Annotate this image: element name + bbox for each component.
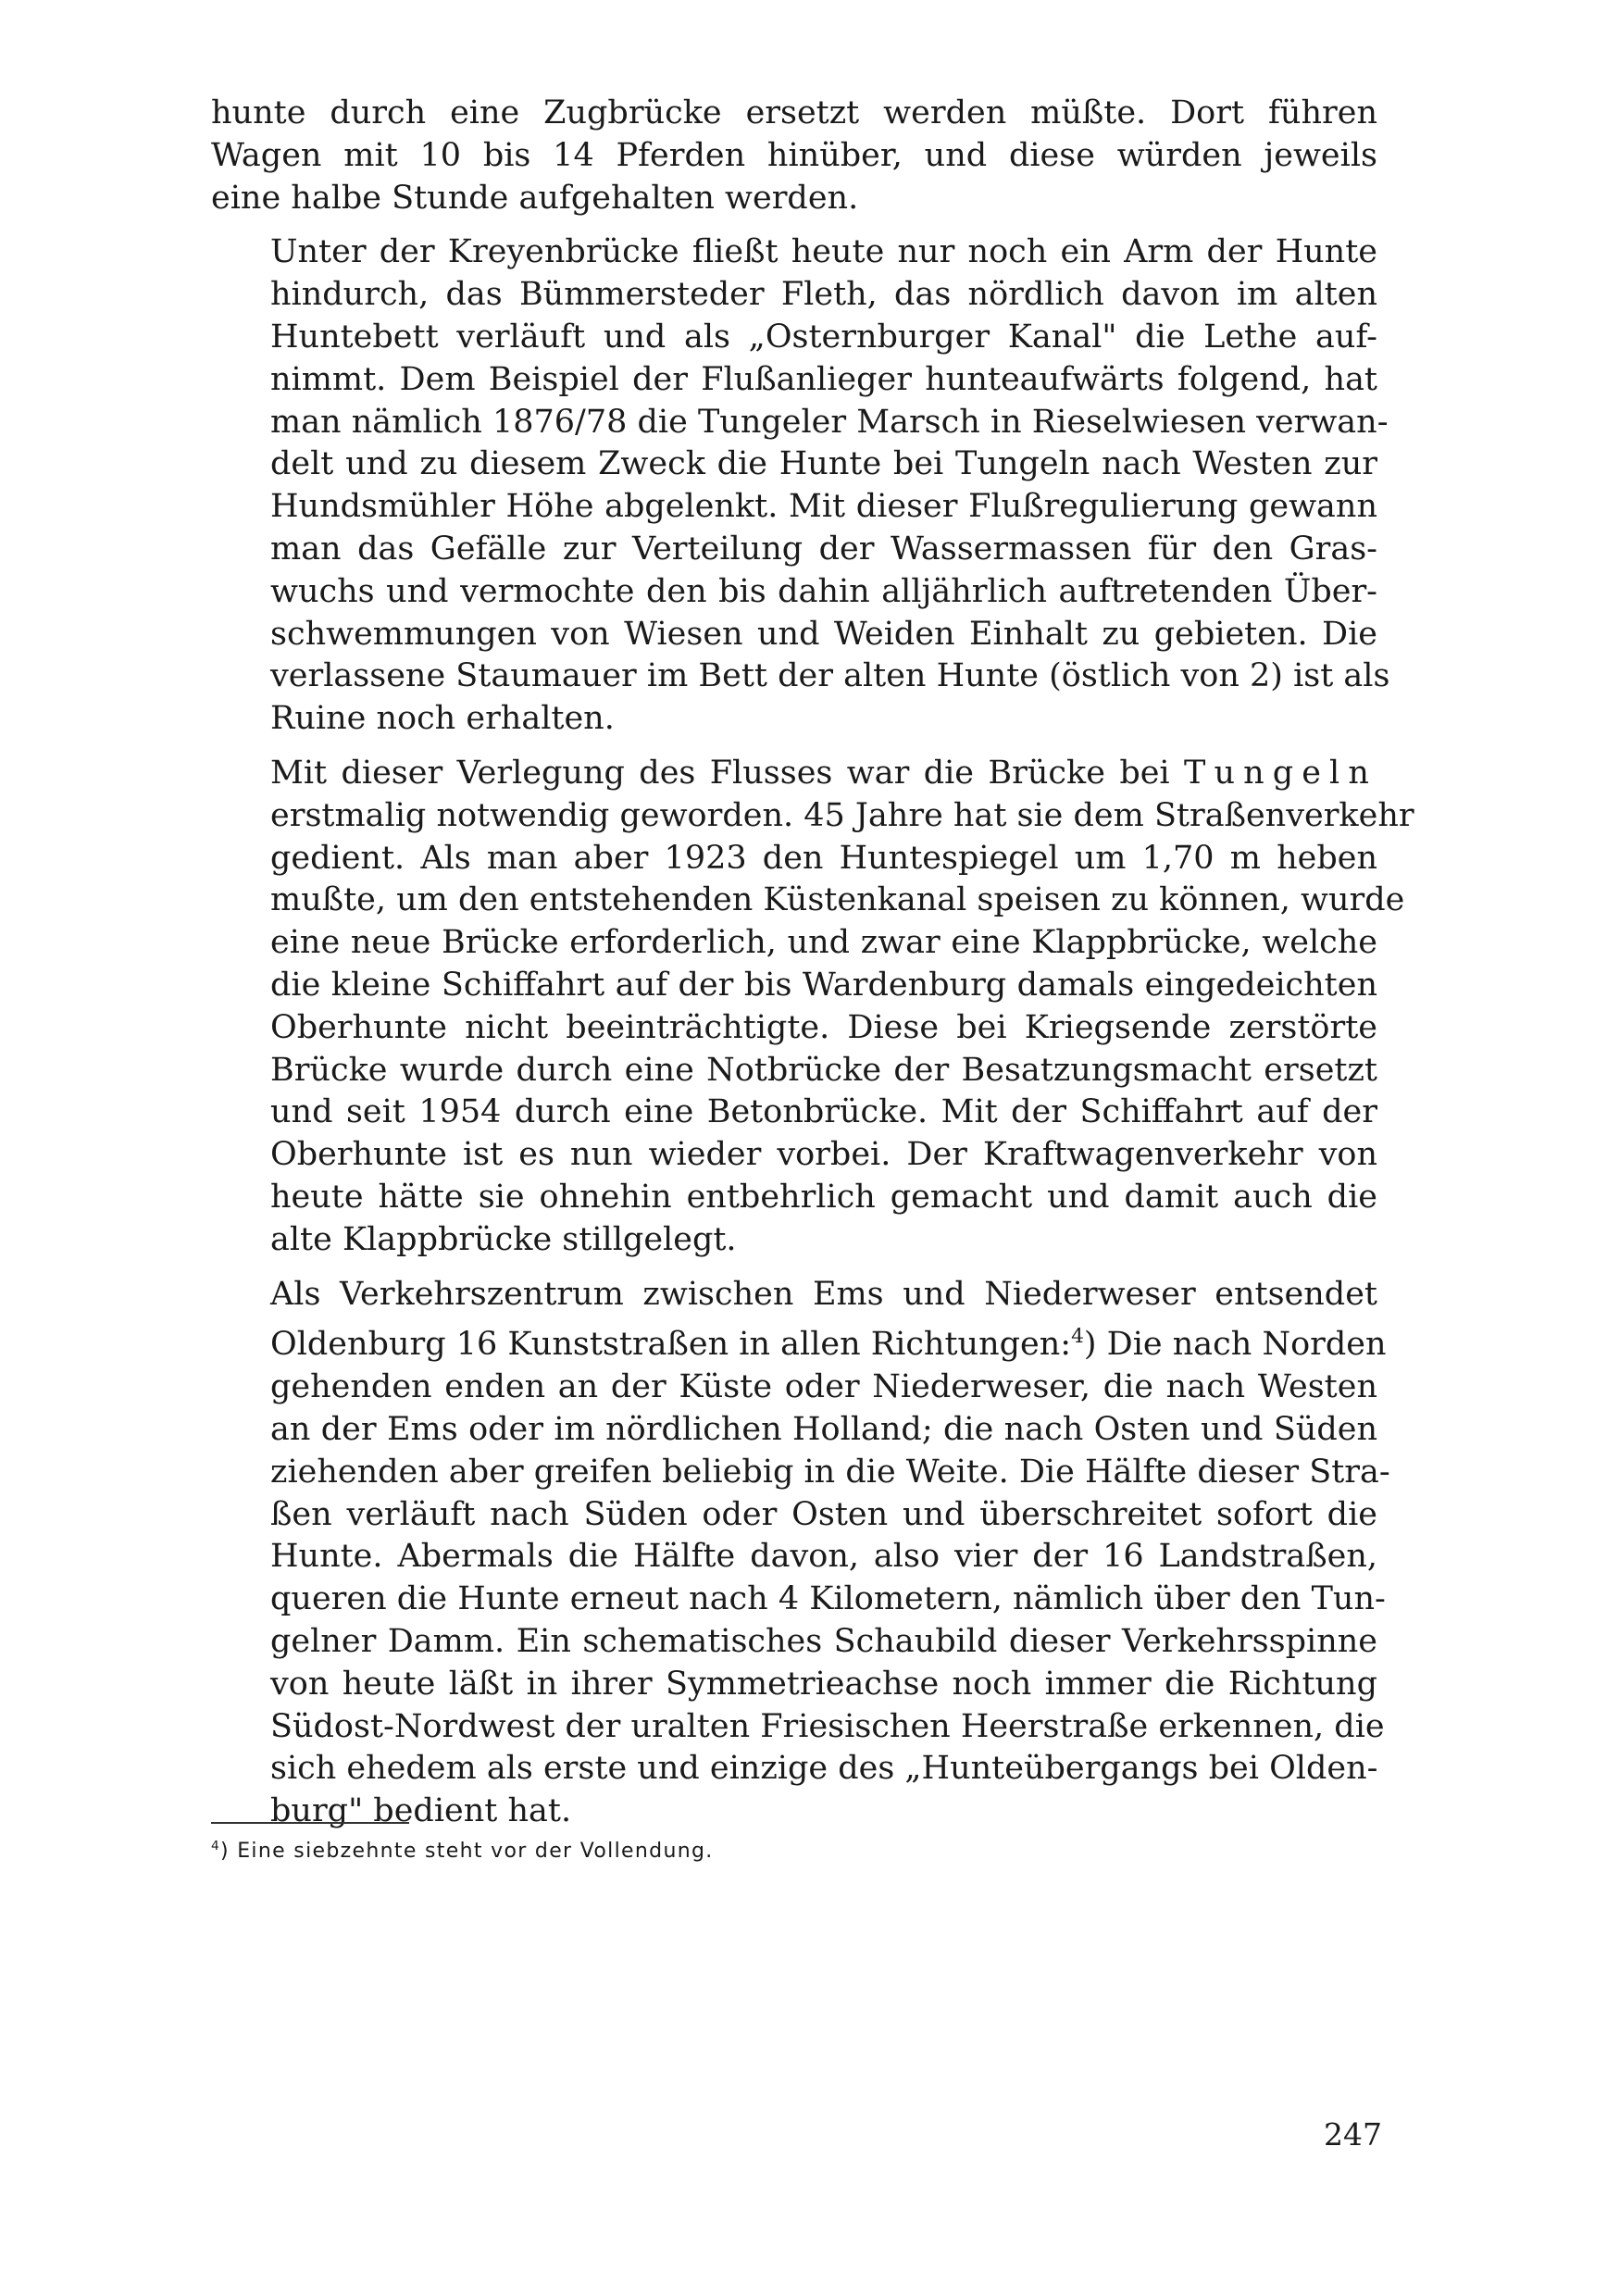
text-line: Ruine noch erhalten. bbox=[270, 700, 615, 738]
text-line: wuchs und vermochte den bis dahin alljährlich auftretenden Über- bbox=[270, 572, 1377, 610]
text-line: eine halbe Stunde aufgehalten werden. bbox=[211, 179, 859, 217]
text-line: heute hätte sie ohnehin entbehrlich gemacht und damit auch die bbox=[270, 1178, 1377, 1216]
footnote bbox=[211, 1839, 1377, 1863]
text-line bbox=[211, 753, 1377, 795]
paragraph-3 bbox=[211, 753, 1414, 1262]
text-line: hindurch, das Bümmersteder Fleth, das nördlich davon im alten bbox=[270, 276, 1377, 314]
text-line: gelner Damm. Ein schematisches Schaubild dieser Verkehrsspinne bbox=[270, 1622, 1377, 1660]
text-line: alte Klappbrücke stillgelegt. bbox=[270, 1220, 737, 1258]
spaced-word-tungeln: Tungeln bbox=[1184, 754, 1377, 792]
text-line: Südost-Nordwest der uralten Friesischen Heerstraße erkennen, die bbox=[270, 1707, 1385, 1745]
text-line: burg" bedient hat. bbox=[270, 1792, 572, 1830]
line-text: Oldenburg 16 Kunststraßen in allen Richtungen: bbox=[270, 1326, 1072, 1364]
text-line: mußte, um den entstehenden Küstenkanal speisen zu können, wurde bbox=[270, 881, 1405, 919]
page-body bbox=[211, 93, 1414, 1833]
text-line: man nämlich 1876/78 die Tungeler Marsch in Rieselwiesen verwan- bbox=[270, 403, 1389, 441]
text-line: schwemmungen von Wiesen und Weiden Einhalt zu gebieten. Die bbox=[270, 615, 1377, 653]
line-text: Mit dieser Verlegung des Flusses war die Brücke bei bbox=[270, 754, 1185, 792]
footnote-text: ) Eine siebzehnte steht vor der Vollendung. bbox=[220, 1840, 714, 1864]
paragraph-2 bbox=[211, 231, 1390, 741]
text-line: queren die Hunte erneut nach 4 Kilometern, nämlich über den Tun- bbox=[270, 1580, 1386, 1618]
text-line: Unter der Kreyenbrücke fließt heute nur noch ein Arm der Hunte bbox=[270, 233, 1377, 271]
page-number: 247 bbox=[1324, 2116, 1382, 2152]
text-line: Oberhunte nicht beeinträchtigte. Diese bei Kriegsende zerstörte bbox=[270, 1008, 1377, 1046]
text-line: Wagen mit 10 bis 14 Pferden hinüber, und diese würden jeweils bbox=[211, 136, 1377, 174]
line-text: ) Die nach Norden bbox=[1083, 1326, 1387, 1364]
text-line: erstmalig notwendig geworden. 45 Jahre hat sie dem Straßenverkehr bbox=[270, 796, 1414, 834]
text-line: an der Ems oder im nördlichen Holland; die nach Osten und Süden bbox=[270, 1410, 1377, 1448]
text-line: Oberhunte ist es nun wieder vorbei. Der Kraftwagenverkehr von bbox=[270, 1136, 1377, 1174]
text-line: Als Verkehrszentrum zwischen Ems und Niederweser entsendet bbox=[270, 1275, 1377, 1313]
text-line bbox=[211, 1316, 1387, 1366]
text-line: sich ehedem als erste und einzige des „Hunteübergangs bei Olden- bbox=[270, 1750, 1378, 1788]
text-line: Hundsmühler Höhe abgelenkt. Mit dieser Flußregulierung gewann bbox=[270, 488, 1377, 526]
paragraph-1 bbox=[211, 93, 1377, 219]
text-line: und seit 1954 durch eine Betonbrücke. Mit der Schiffahrt auf der bbox=[270, 1093, 1377, 1131]
footnote-reference: 4 bbox=[1071, 1325, 1084, 1349]
text-line: Brücke wurde durch eine Notbrücke der Besatzungsmacht ersetzt bbox=[270, 1051, 1377, 1089]
text-line: delt und zu diesem Zweck die Hunte bei Tungeln nach Westen zur bbox=[270, 445, 1377, 483]
text-line: Hunte. Abermals die Hälfte davon, also vier der 16 Landstraßen, bbox=[270, 1538, 1377, 1576]
text-line: verlassene Staumauer im Bett der alten Hunte (östlich von 2) ist als bbox=[270, 657, 1390, 695]
text-line: nimmt. Dem Beispiel der Flußanlieger hunteaufwärts folgend, hat bbox=[270, 360, 1377, 398]
text-line: von heute läßt in ihrer Symmetrieachse noch immer die Richtung bbox=[270, 1665, 1377, 1703]
footnote-marker: 4 bbox=[211, 1839, 220, 1853]
text-line: gehenden enden an der Küste oder Niederweser, die nach Westen bbox=[270, 1368, 1377, 1406]
paragraph-4 bbox=[211, 1274, 1390, 1833]
text-line: eine neue Brücke erforderlich, und zwar eine Klappbrücke, welche bbox=[270, 924, 1377, 962]
text-line: man das Gefälle zur Verteilung der Wassermassen für den Gras- bbox=[270, 530, 1377, 568]
footnote-divider bbox=[211, 1822, 409, 1824]
text-line: ziehenden aber greifen beliebig in die Weite. Die Hälfte dieser Stra- bbox=[270, 1453, 1390, 1491]
text-line: ßen verläuft nach Süden oder Osten und überschreitet sofort die bbox=[270, 1495, 1377, 1533]
text-line: gedient. Als man aber 1923 den Huntespiegel um 1,70 m heben bbox=[270, 839, 1377, 877]
text-line: hunte durch eine Zugbrücke ersetzt werden müßte. Dort führen bbox=[211, 94, 1377, 131]
text-line: Huntebett verläuft und als „Osternburger Kanal" die Lethe auf- bbox=[270, 318, 1377, 356]
text-line: die kleine Schiffahrt auf der bis Wardenburg damals eingedeichten bbox=[270, 966, 1377, 1004]
